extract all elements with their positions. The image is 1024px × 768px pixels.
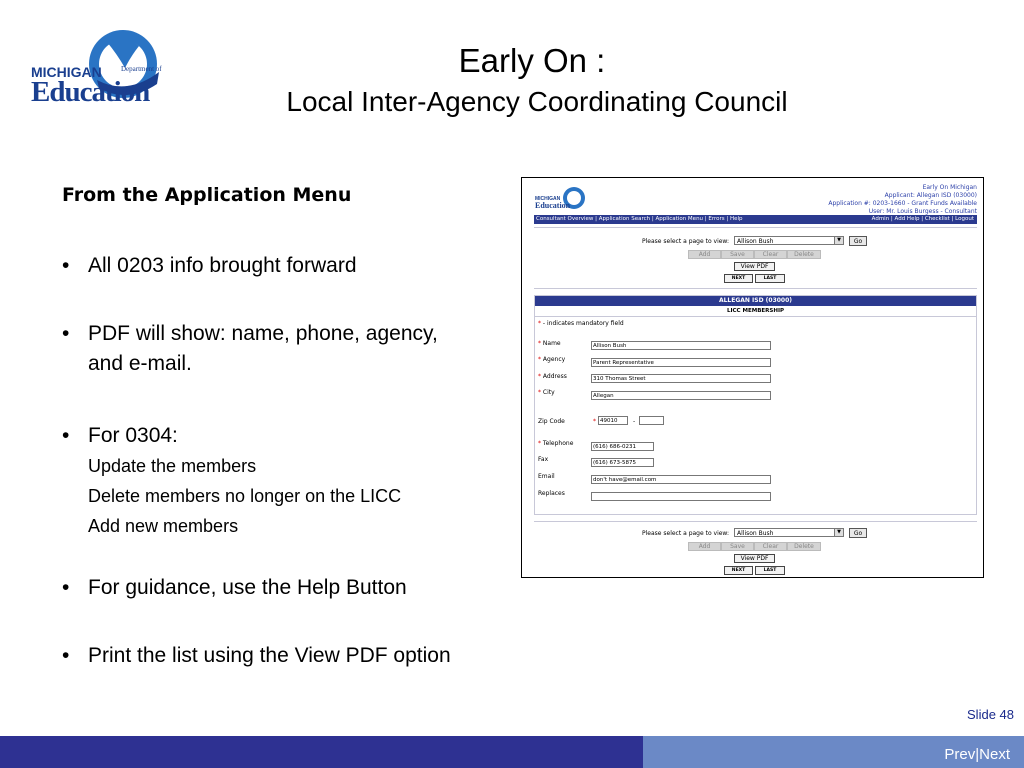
required-star-icon: *: [538, 340, 541, 347]
sub-item: Delete members no longer on the LICC: [88, 486, 402, 506]
add-button[interactable]: Add: [688, 250, 721, 259]
sub-item: Update the members: [88, 456, 257, 476]
content-heading: From the Application Menu: [62, 184, 352, 206]
select-label: Please select a page to view:: [642, 530, 730, 537]
bullet-item: [62, 576, 407, 600]
bullet-continuation: and e-mail.: [88, 352, 192, 375]
divider: [534, 521, 977, 522]
logo-education-text: Education: [31, 76, 150, 108]
label-text: Address: [542, 373, 567, 380]
header-line: Application #: 0203-1660 - Grant Funds Available: [828, 200, 977, 207]
header-line: Applicant: Allegan ISD (03000): [884, 192, 977, 199]
go-button[interactable]: Go: [849, 236, 867, 246]
divider: [534, 227, 977, 228]
add-button[interactable]: Add: [688, 542, 721, 551]
clear-button[interactable]: Clear: [754, 542, 787, 551]
required-star-icon: *: [593, 418, 596, 425]
label-text: Name: [542, 340, 561, 347]
city-input[interactable]: Allegan: [591, 391, 771, 400]
bullet-text: All 0203 info brought forward: [88, 254, 357, 277]
bullet-text: Print the list using the View PDF option: [88, 644, 451, 667]
divider: [534, 288, 977, 289]
slide-title: Early On :: [458, 42, 606, 79]
mandatory-note-text: - indicates mandatory field: [542, 320, 624, 327]
zip-ext-input[interactable]: [639, 416, 664, 425]
email-label: Email: [538, 473, 555, 480]
telephone-label: [538, 440, 573, 447]
last-button[interactable]: LAST: [755, 566, 785, 575]
nav-separator: |: [975, 746, 980, 763]
required-star-icon: *: [538, 356, 541, 363]
zip-dash: -: [633, 418, 636, 425]
bullet-item: [62, 322, 438, 375]
chevron-down-icon[interactable]: ▼: [834, 529, 843, 536]
save-button[interactable]: Save: [721, 250, 754, 259]
label-text: Telephone: [542, 440, 574, 447]
delete-button[interactable]: Delete: [787, 250, 821, 259]
prev-link[interactable]: Prev: [944, 746, 976, 763]
page-select[interactable]: [734, 236, 844, 245]
header-line: User: Mr. Louis Burgess - Consultant: [868, 208, 977, 215]
replaces-input[interactable]: [591, 492, 771, 501]
small-education-logo-icon: [534, 184, 594, 214]
required-star-icon: *: [538, 320, 541, 327]
page-selector-bottom: [522, 527, 985, 539]
footer-bar: [0, 736, 643, 768]
view-pdf-button[interactable]: View PDF: [734, 262, 775, 271]
select-value: Allison Bush: [737, 238, 774, 245]
telephone-input[interactable]: (616) 686-0231: [591, 442, 654, 451]
bullet-text: For guidance, use the Help Button: [88, 576, 407, 599]
bullet-text: PDF will show: name, phone, agency,: [88, 322, 438, 345]
agency-label: [538, 356, 565, 363]
bullet-item: [62, 254, 357, 278]
save-button[interactable]: Save: [721, 542, 754, 551]
agency-input[interactable]: Parent Representative: [591, 358, 771, 367]
slide-subtitle: Local Inter-Agency Coordinating Council: [286, 86, 788, 117]
application-screenshot: [521, 177, 984, 578]
slide-navigation: [944, 746, 1010, 763]
logo-dept-text: Department of: [121, 65, 162, 73]
city-label: [538, 389, 555, 396]
bullet-icon: •: [62, 576, 70, 599]
bullet-icon: •: [62, 424, 70, 447]
logo-michigan-text: MICHIGAN: [31, 64, 102, 80]
label-text: City: [542, 389, 555, 396]
nav-right-links[interactable]: Admin | Add Help | Checklist | Logout: [871, 216, 974, 222]
slide-number: Slide 48: [967, 707, 1014, 722]
required-star-icon: *: [538, 440, 541, 447]
name-label: [538, 340, 561, 347]
address-label: [538, 373, 567, 380]
zip-label: Zip Code: [538, 418, 565, 425]
last-button[interactable]: LAST: [755, 274, 785, 283]
next-button[interactable]: NEXT: [724, 566, 753, 575]
bullet-text: For 0304:: [88, 424, 178, 447]
bullet-item: [62, 424, 178, 448]
mandatory-note: [538, 320, 624, 327]
go-button[interactable]: Go: [849, 528, 867, 538]
zip-input[interactable]: 49010: [598, 416, 628, 425]
bullet-icon: •: [62, 322, 70, 345]
zip-star: [593, 418, 596, 425]
required-star-icon: *: [538, 373, 541, 380]
form-panel-title: ALLEGAN ISD (03000): [535, 296, 976, 306]
next-link[interactable]: Next: [979, 746, 1010, 763]
select-label: Please select a page to view:: [642, 238, 730, 245]
next-button[interactable]: NEXT: [724, 274, 753, 283]
view-pdf-button[interactable]: View PDF: [734, 554, 775, 563]
fax-label: Fax: [538, 456, 549, 463]
clear-button[interactable]: Clear: [754, 250, 787, 259]
licc-membership-form: [534, 295, 977, 515]
bullet-item: [62, 644, 451, 668]
fax-input[interactable]: (616) 673-5875: [591, 458, 654, 467]
bullet-icon: •: [62, 644, 70, 667]
replaces-label: Replaces: [538, 490, 565, 497]
page-select[interactable]: [734, 528, 844, 537]
page-selector-top: [522, 235, 985, 247]
sub-item: Add new members: [88, 516, 239, 536]
label-text: Agency: [542, 356, 566, 363]
address-input[interactable]: 310 Thomas Street: [591, 374, 771, 383]
required-star-icon: *: [538, 389, 541, 396]
name-input[interactable]: Allison Bush: [591, 341, 771, 350]
application-nav-bar: [534, 215, 977, 224]
bullet-icon: •: [62, 254, 70, 277]
delete-button[interactable]: Delete: [787, 542, 821, 551]
application-header-info: [828, 184, 977, 216]
svg-text:Education: Education: [535, 201, 571, 210]
header-line: Early On Michigan: [922, 184, 977, 191]
nav-left-links[interactable]: Consultant Overview | Application Search | Application Menu | Errors | Help: [536, 216, 743, 222]
form-panel-subtitle: LICC MEMBERSHIP: [535, 307, 976, 317]
select-value: Allison Bush: [737, 530, 774, 537]
svg-text:MICHIGAN: MICHIGAN: [535, 196, 561, 202]
chevron-down-icon[interactable]: ▼: [834, 237, 843, 244]
email-input[interactable]: don't have@email.com: [591, 475, 771, 484]
